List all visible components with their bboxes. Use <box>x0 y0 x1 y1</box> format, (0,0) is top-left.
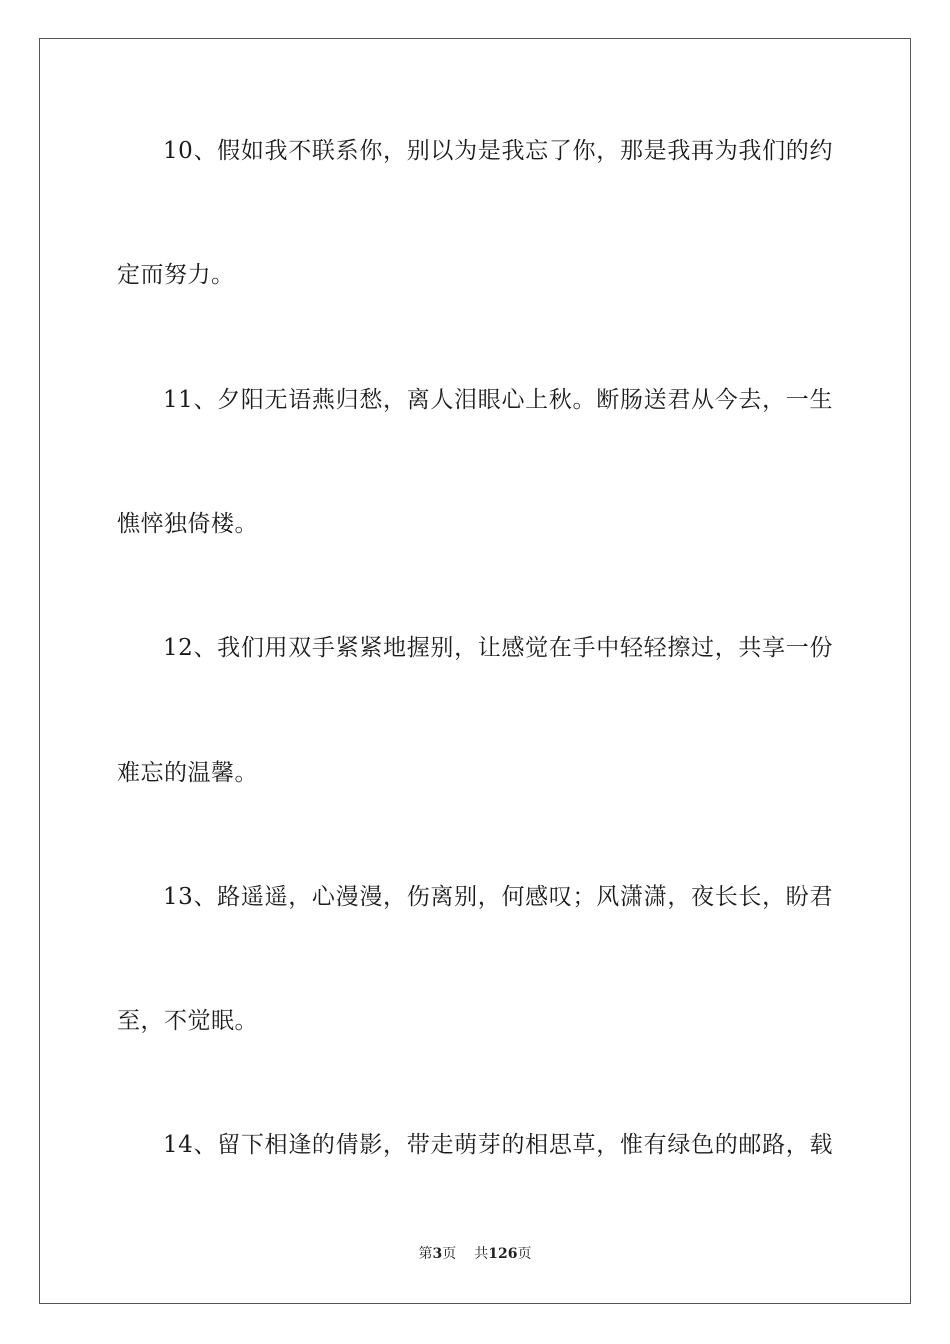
paragraph-14-line-1: 14、留下相逢的倩影，带走萌芽的相思草，惟有绿色的邮路，载 <box>163 1132 833 1158</box>
page-border <box>39 38 911 1304</box>
page-footer <box>0 1244 950 1264</box>
page-prefix: 第 <box>418 1246 433 1262</box>
page-suffix: 页 <box>442 1246 457 1262</box>
paragraph-11-line-2: 憔悴独倚楼。 <box>117 511 258 537</box>
total-prefix: 共 <box>474 1246 489 1262</box>
paragraph-10-line-1: 10、假如我不联系你，别以为是我忘了你，那是我再为我们的约 <box>163 138 833 164</box>
paragraph-12-line-1: 12、我们用双手紧紧地握别，让感觉在手中轻轻擦过，共享一份 <box>163 635 833 661</box>
paragraph-13-line-1: 13、路遥遥，心漫漫，伤离别，何感叹；风潇潇，夜长长，盼君 <box>163 884 833 910</box>
paragraph-10-line-2: 定而努力。 <box>117 262 235 288</box>
paragraph-11-line-1: 11、夕阳无语燕归愁，离人泪眼心上秋。断肠送君从今去，一生 <box>163 387 833 413</box>
total-pages: 126 <box>488 1246 518 1262</box>
paragraph-13-line-2: 至，不觉眠。 <box>117 1008 258 1034</box>
page-number: 3 <box>432 1246 443 1262</box>
paragraph-12-line-2: 难忘的温馨。 <box>117 760 258 786</box>
total-suffix: 页 <box>517 1246 532 1262</box>
